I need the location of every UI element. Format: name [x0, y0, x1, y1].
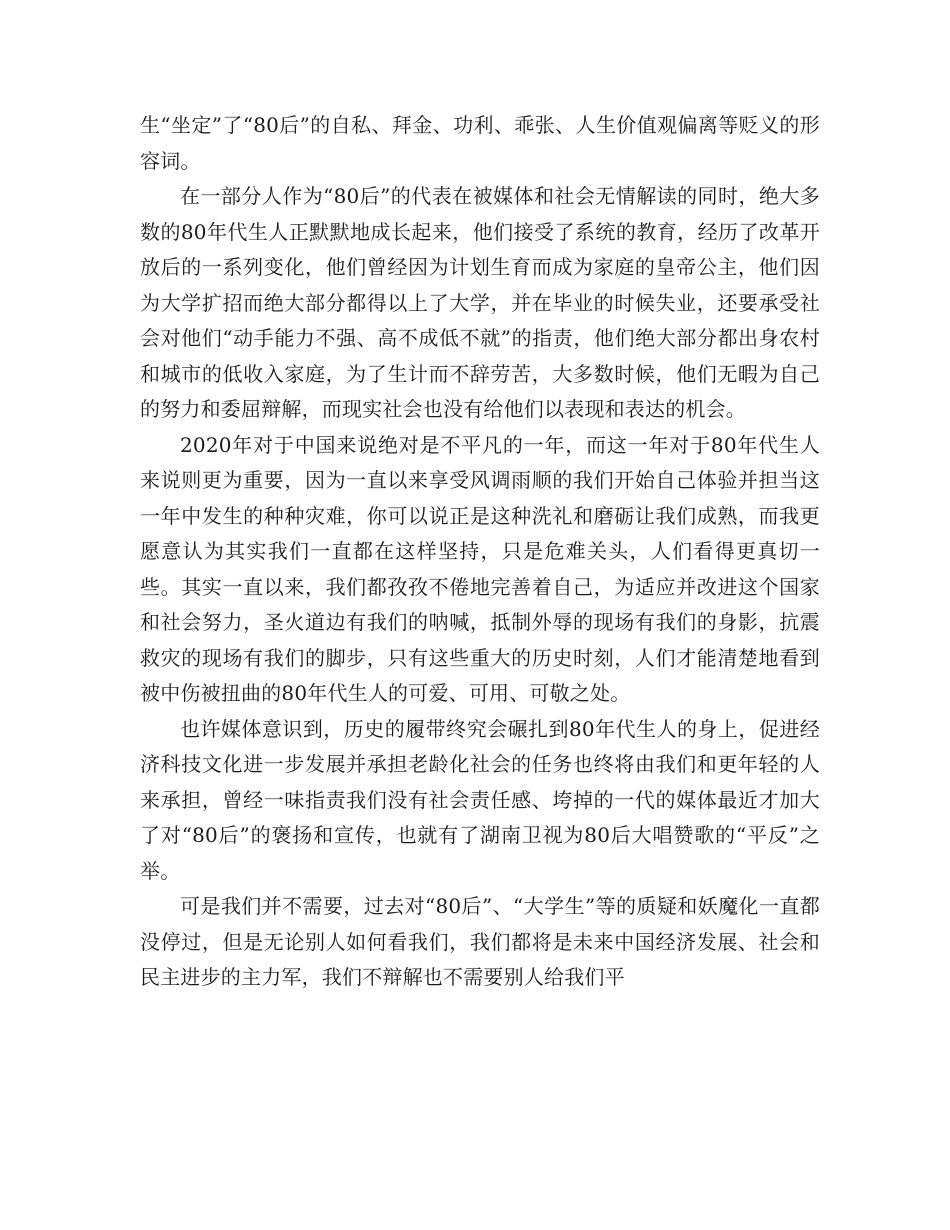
paragraph-2: 在一部分人作为“80后”的代表在被媒体和社会无情解读的同时，绝大多数的80年代生人正默默地成长起来，他们接受了系统的教育，经历了改革开放后的一系列变化，他们曾经因为计划生育而成为家庭的皇帝公主，他们因为大学扩招而绝大部分都得以上了大学，并在毕业的时候失业，还要承受社会对他们“动手能力不强、高不成低不就”的指责，他们绝大部分都出身农村和城市的低收入家庭，为了生计而不辞劳苦，大多数时候，他们无暇为自己的努力和委屈辩解，而现实社会也没有给他们以表现和表达的机会。: [140, 184, 820, 421]
paragraph-3: 2020年对于中国来说绝对是不平凡的一年，而这一年对于80年代生人来说则更为重要，因为一直以来享受风调雨顺的我们开始自己体验并担当这一年中发生的种种灾难，你可以说正是这种洗礼和磨砺让我们成熟，而我更愿意认为其实我们一直都在这样坚持，只是危难关头，人们看得更真切一些。其实一直以来，我们都孜孜不倦地完善着自己，为适应并改进这个国家和社会努力，圣火道边有我们的呐喊，抵制外辱的现场有我们的身影，抗震救灾的现场有我们的脚步，只有这些重大的历史时刻，人们才能清楚地看到被中伤被扭曲的80年代生人的可爱、可用、可敬之处。: [140, 432, 820, 705]
paragraph-1: 生“坐定”了“80后”的自私、拜金、功利、乖张、人生价值观偏离等贬义的形容词。: [140, 113, 820, 173]
body-text: [140, 108, 820, 996]
paragraph-5: 可是我们并不需要，过去对“80后”、“大学生”等的质疑和妖魔化一直都没停过，但是无论别人如何看我们，我们都将是未来中国经济发展、社会和民主进步的主力军，我们不辩解也不需要别人给我们平: [140, 894, 820, 989]
paragraph-4: 也许媒体意识到，历史的履带终究会碾扎到80年代生人的身上，促进经济科技文化进一步发展并承担老龄化社会的任务也终将由我们和更年轻的人来承担，曾经一味指责我们没有社会责任感、垮掉的一代的媒体最近才加大了对“80后”的褒扬和宣传，也就有了湖南卫视为80后大唱赞歌的“平反”之举。: [140, 716, 820, 883]
